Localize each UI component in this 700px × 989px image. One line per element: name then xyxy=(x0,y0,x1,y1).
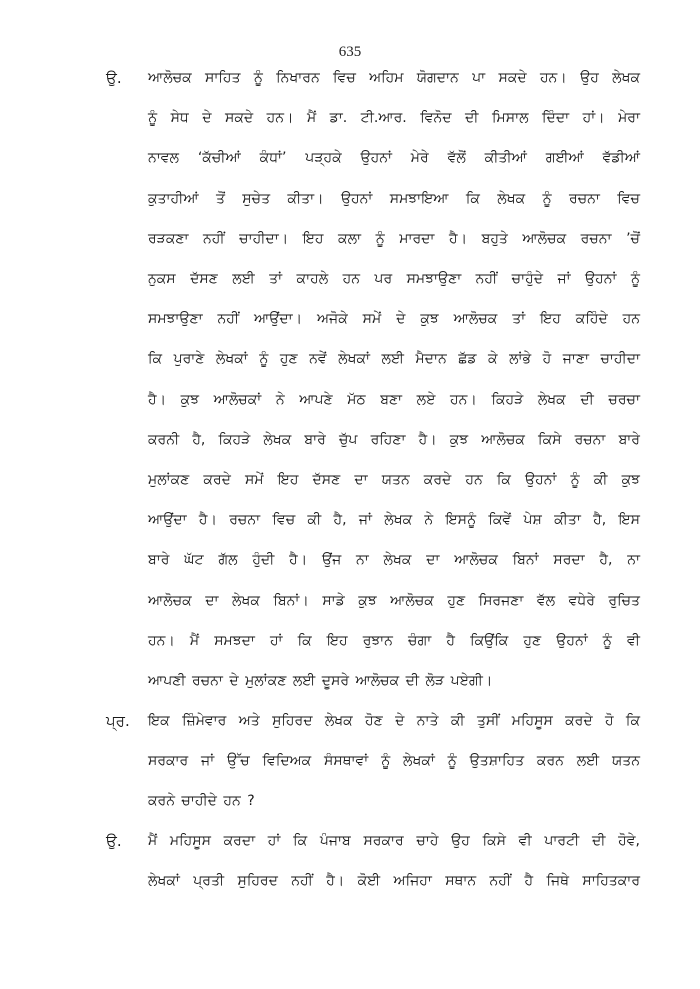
text-line: ਆਉਂਦਾ ਹੈ। ਰਚਨਾ ਵਿਚ ਕੀ ਹੈ, ਜਾਂ ਲੇਖਕ ਨੇ ਇਸਨੂੰ ਕਿਵੇਂ ਪੇਸ਼ ਕੀਤਾ ਹੈ, ਇਸ xyxy=(148,512,640,529)
question-label: ਪ੍ਰ. xyxy=(106,712,130,730)
text-line: ਸਰਕਾਰ ਜਾਂ ਉੱਚ ਵਿਦਿਅਕ ਸੰਸਥਾਵਾਂ ਨੂੰ ਲੇਖਕਾਂ ਨੂੰ ਉਤਸ਼ਾਹਿਤ ਕਰਨ ਲਈ ਯਤਨ xyxy=(148,753,640,770)
text-line: ਆਲੋਚਕ ਦਾ ਲੇਖਕ ਬਿਨਾਂ। ਸਾਡੇ ਕੁਝ ਆਲੋਚਕ ਹੁਣ ਸਿਰਜਣਾ ਵੱਲ ਵਧੇਰੇ ਰੁਚਿਤ xyxy=(148,592,640,609)
text-line: ਨਾਵਲ ‘ਕੱਚੀਆਂ ਕੰਧਾਂ’ ਪੜ੍ਹਕੇ ਉਹਨਾਂ ਮੇਰੇ ਵੱਲੋਂ ਕੀਤੀਆਂ ਗਈਆਂ ਵੱਡੀਆਂ xyxy=(148,150,640,167)
text-line: ਨੂੰ ਸੇਧ ਦੇ ਸਕਦੇ ਹਨ। ਮੈਂ ਡਾ. ਟੀ.ਆਰ. ਵਿਨੋਦ ਦੀ ਮਿਸਾਲ ਦਿੰਦਾ ਹਾਂ। ਮੇਰਾ xyxy=(148,110,640,127)
text-line: ਬਾਰੇ ਘੱਟ ਗੱਲ ਹੁੰਦੀ ਹੈ। ਉਂਜ ਨਾ ਲੇਖਕ ਦਾ ਆਲੋਚਕ ਬਿਨਾਂ ਸਰਦਾ ਹੈ, ਨਾ xyxy=(148,552,640,569)
text-line: ਇਕ ਜ਼ਿੰਮੇਵਾਰ ਅਤੇ ਸੁਹਿਰਦ ਲੇਖਕ ਹੋਣ ਦੇ ਨਾਤੇ ਕੀ ਤੁਸੀਂ ਮਹਿਸੂਸ ਕਰਦੇ ਹੋ ਕਿ xyxy=(148,713,640,729)
question-text xyxy=(148,701,640,822)
text-line: ਰੜਕਣਾ ਨਹੀਂ ਚਾਹੀਦਾ। ਇਹ ਕਲਾ ਨੂੰ ਮਾਰਦਾ ਹੈ। ਬਹੁਤੇ ਆਲੋਚਕ ਰਚਨਾ ’ਚੋਂ xyxy=(148,230,640,247)
text-line: ਆਪਣੀ ਰਚਨਾ ਦੇ ਮੁਲਾਂਕਣ ਲਈ ਦੂਸਰੇ ਆਲੋਚਕ ਦੀ ਲੋੜ ਪਏਗੀ। xyxy=(148,673,493,690)
answer-block-1 xyxy=(106,58,646,701)
answer-text xyxy=(148,821,640,901)
question-block xyxy=(106,701,646,822)
text-line: ਲੇਖਕਾਂ ਪ੍ਰਤੀ ਸੁਹਿਰਦ ਨਹੀਂ ਹੈ। ਕੋਈ ਅਜਿਹਾ ਸਥਾਨ ਨਹੀਂ ਹੈ ਜਿਥੇ ਸਾਹਿਤਕਾਰ xyxy=(148,873,640,890)
answer-label: ਉ. xyxy=(106,832,122,850)
answer-block-2 xyxy=(106,821,646,901)
text-line: ਆਲੋਚਕ ਸਾਹਿਤ ਨੂੰ ਨਿਖਾਰਨ ਵਿਚ ਅਹਿਮ ਯੋਗਦਾਨ ਪਾ ਸਕਦੇ ਹਨ। ਉਹ ਲੇਖਕ xyxy=(148,70,640,86)
text-line: ਕੁਤਾਹੀਆਂ ਤੋਂ ਸੁਚੇਤ ਕੀਤਾ। ਉਹਨਾਂ ਸਮਝਾਇਆ ਕਿ ਲੇਖਕ ਨੂੰ ਰਚਨਾ ਵਿਚ xyxy=(148,190,640,207)
text-line: ਕਿ ਪੁਰਾਣੇ ਲੇਖਕਾਂ ਨੂੰ ਹੁਣ ਨਵੇਂ ਲੇਖਕਾਂ ਲਈ ਮੈਦਾਨ ਛੱਡ ਕੇ ਲਾਂਭੇ ਹੋ ਜਾਣਾ ਚਾਹੀਦਾ xyxy=(148,351,640,368)
text-line: ਹੈ। ਕੁਝ ਆਲੋਚਕਾਂ ਨੇ ਆਪਣੇ ਮੱਠ ਬਣਾ ਲਏ ਹਨ। ਕਿਹੜੇ ਲੇਖਕ ਦੀ ਚਰਚਾ xyxy=(148,391,640,408)
text-line: ਨੁਕਸ ਦੱਸਣ ਲਈ ਤਾਂ ਕਾਹਲੇ ਹਨ ਪਰ ਸਮਝਾਉਣਾ ਨਹੀਂ ਚਾਹੁੰਦੇ ਜਾਂ ਉਹਨਾਂ ਨੂੰ xyxy=(148,271,640,288)
text-line: ਸਮਝਾਉਣਾ ਨਹੀਂ ਆਉਂਦਾ। ਅਜੋਕੇ ਸਮੇਂ ਦੇ ਕੁਝ ਆਲੋਚਕ ਤਾਂ ਇਹ ਕਹਿੰਦੇ ਹਨ xyxy=(148,311,640,328)
text-line: ਹਨ। ਮੈਂ ਸਮਝਦਾ ਹਾਂ ਕਿ ਇਹ ਰੁਝਾਨ ਚੰਗਾ ਹੈ ਕਿਉਂਕਿ ਹੁਣ ਉਹਨਾਂ ਨੂੰ ਵੀ xyxy=(148,632,640,649)
answer-label: ਉ. xyxy=(106,69,122,87)
text-line: ਕਰਨੀ ਹੈ, ਕਿਹੜੇ ਲੇਖਕ ਬਾਰੇ ਚੁੱਪ ਰਹਿਣਾ ਹੈ। ਕੁਝ ਆਲੋਚਕ ਕਿਸੇ ਰਚਨਾ ਬਾਰੇ xyxy=(148,431,640,448)
text-line: ਮੈਂ ਮਹਿਸੂਸ ਕਰਦਾ ਹਾਂ ਕਿ ਪੰਜਾਬ ਸਰਕਾਰ ਚਾਹੇ ਉਹ ਕਿਸੇ ਵੀ ਪਾਰਟੀ ਦੀ ਹੋਵੇ, xyxy=(148,833,640,849)
page-number: 635 xyxy=(338,44,362,60)
text-line: ਮੁਲਾਂਕਣ ਕਰਦੇ ਸਮੇਂ ਇਹ ਦੱਸਣ ਦਾ ਯਤਨ ਕਰਦੇ ਹਨ ਕਿ ਉਹਨਾਂ ਨੂੰ ਕੀ ਕੁਝ xyxy=(148,472,640,489)
answer-text xyxy=(148,58,640,701)
text-line: ਕਰਨੇ ਚਾਹੀਦੇ ਹਨ ? xyxy=(148,793,255,810)
